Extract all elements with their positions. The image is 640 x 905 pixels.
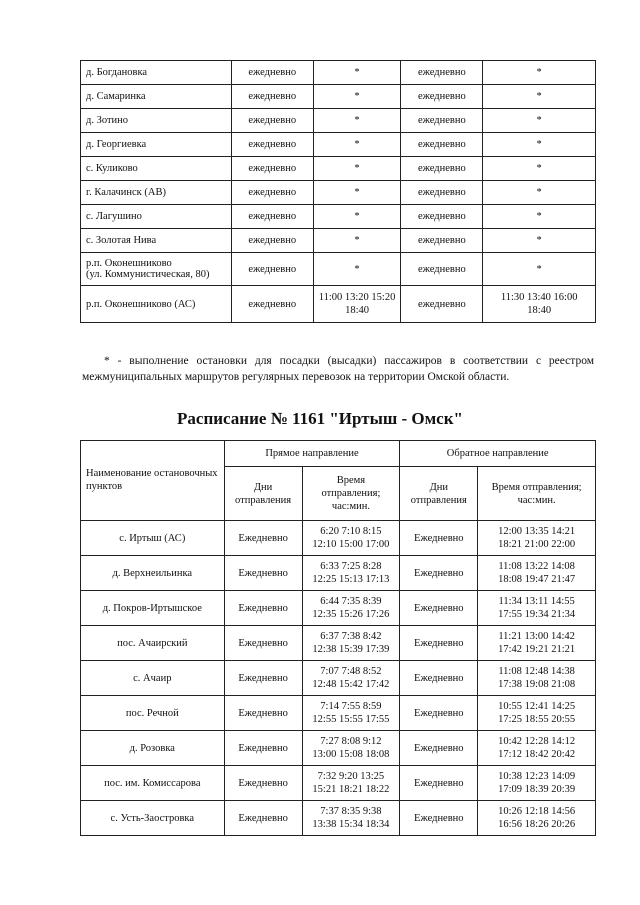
departure-days: ежедневно [231, 253, 313, 286]
schedule-title: Расписание № 1161 "Иртыш - Омск" [177, 409, 463, 428]
departure-days: ежедневно [231, 61, 313, 85]
departure-days: Ежедневно [224, 801, 302, 836]
time-header: Время отправления; час:мин. [478, 467, 596, 521]
departure-time: 11:30 13:40 16:00 18:40 [483, 286, 596, 323]
stop-name: р.п. Оконешниково (АС) [81, 286, 232, 323]
departure-time: * [313, 85, 401, 109]
table-row [81, 157, 596, 181]
stop-name: с. Лагушино [81, 205, 232, 229]
stops-header: Наименование остановочных пунктов [81, 441, 225, 521]
days-header: Дни отправления [400, 467, 478, 521]
departure-days: Ежедневно [400, 556, 478, 591]
departure-days: ежедневно [401, 181, 483, 205]
stop-name: с. Куликово [81, 157, 232, 181]
table-row [81, 181, 596, 205]
departure-days: Ежедневно [400, 521, 478, 556]
departure-days: ежедневно [231, 85, 313, 109]
departure-time: 7:32 9:20 13:25 15:21 18:21 18:22 [302, 766, 400, 801]
departure-time: * [313, 61, 401, 85]
departure-days: ежедневно [401, 253, 483, 286]
table-row [81, 696, 596, 731]
departure-time: 6:44 7:35 8:39 12:35 15:26 17:26 [302, 591, 400, 626]
departure-time: 6:20 7:10 8:15 12:10 15:00 17:00 [302, 521, 400, 556]
stop-name: пос. Ачаирский [81, 626, 225, 661]
departure-time: 10:42 12:28 14:12 17:12 18:42 20:42 [478, 731, 596, 766]
departure-days: ежедневно [401, 157, 483, 181]
departure-days: Ежедневно [224, 766, 302, 801]
departure-days: Ежедневно [224, 661, 302, 696]
departure-days: Ежедневно [224, 731, 302, 766]
departure-time: 11:34 13:11 14:55 17:55 19:34 21:34 [478, 591, 596, 626]
departure-time: * [313, 109, 401, 133]
departure-time: * [313, 205, 401, 229]
departure-time: * [313, 229, 401, 253]
table-row [81, 205, 596, 229]
table-row [81, 253, 596, 286]
departure-days: Ежедневно [400, 661, 478, 696]
departure-days: Ежедневно [224, 591, 302, 626]
departure-time: * [483, 181, 596, 205]
departure-days: ежедневно [231, 286, 313, 323]
departure-days: ежедневно [401, 133, 483, 157]
departure-time: 11:21 13:00 14:42 17:42 19:21 21:21 [478, 626, 596, 661]
departure-time: 12:00 13:35 14:21 18:21 21:00 22:00 [478, 521, 596, 556]
stop-name: д. Богдановка [81, 61, 232, 85]
departure-days: Ежедневно [400, 766, 478, 801]
departure-time: * [483, 229, 596, 253]
footnote: * - выполнение остановки для посадки (высадки) пассажиров в соответствии с реестром межмуниципальных маршрутов регулярных перевозок на территории Омской области. [82, 355, 594, 383]
stop-name: с. Ачаир [81, 661, 225, 696]
departure-days: Ежедневно [400, 731, 478, 766]
departure-time: 7:27 8:08 9:12 13:00 15:08 18:08 [302, 731, 400, 766]
stop-name: г. Калачинск (АВ) [81, 181, 232, 205]
departure-days: ежедневно [231, 157, 313, 181]
departure-days: Ежедневно [224, 521, 302, 556]
stop-name: д. Георгиевка [81, 133, 232, 157]
time-header: Время отправления; час:мин. [302, 467, 400, 521]
departure-time: * [483, 61, 596, 85]
table-row [81, 731, 596, 766]
departure-days: ежедневно [231, 181, 313, 205]
departure-time: * [483, 85, 596, 109]
departure-days: Ежедневно [400, 626, 478, 661]
days-header: Дни отправления [224, 467, 302, 521]
departure-days: Ежедневно [224, 626, 302, 661]
stop-name: с. Золотая Нива [81, 229, 232, 253]
departure-time: 7:07 7:48 8:52 12:48 15:42 17:42 [302, 661, 400, 696]
table-row [81, 109, 596, 133]
forward-direction-header: Прямое направление [224, 441, 400, 467]
departure-days: ежедневно [401, 61, 483, 85]
departure-days: ежедневно [401, 85, 483, 109]
departure-time: * [483, 253, 596, 286]
departure-days: ежедневно [231, 229, 313, 253]
departure-days: Ежедневно [224, 696, 302, 731]
departure-days: ежедневно [401, 205, 483, 229]
departure-days: ежедневно [401, 286, 483, 323]
departure-days: ежедневно [231, 109, 313, 133]
departure-time: * [483, 205, 596, 229]
departure-time: 7:14 7:55 8:59 12:55 15:55 17:55 [302, 696, 400, 731]
departure-time: 6:37 7:38 8:42 12:38 15:39 17:39 [302, 626, 400, 661]
table-row [81, 591, 596, 626]
stop-name: с. Иртыш (АС) [81, 521, 225, 556]
departure-days: ежедневно [401, 109, 483, 133]
table-row [81, 229, 596, 253]
table-row [81, 521, 596, 556]
stop-name: д. Верхнеильинка [81, 556, 225, 591]
departure-days: Ежедневно [400, 801, 478, 836]
departure-time: * [483, 133, 596, 157]
departure-days: Ежедневно [224, 556, 302, 591]
table-row [81, 85, 596, 109]
table-row [81, 766, 596, 801]
departure-time: * [483, 157, 596, 181]
table-row [81, 556, 596, 591]
table-row [81, 133, 596, 157]
departure-time: * [313, 181, 401, 205]
stop-name: д. Покров-Иртышское [81, 591, 225, 626]
departure-days: Ежедневно [400, 591, 478, 626]
departure-days: Ежедневно [400, 696, 478, 731]
stop-name: с. Усть-Заостровка [81, 801, 225, 836]
departure-time: 10:26 12:18 14:56 16:56 18:26 20:26 [478, 801, 596, 836]
stop-name: д. Самаринка [81, 85, 232, 109]
departure-time: 11:08 13:22 14:08 18:08 19:47 21:47 [478, 556, 596, 591]
departure-time: 7:37 8:35 9:38 13:38 15:34 18:34 [302, 801, 400, 836]
route-stops-table [80, 60, 596, 323]
departure-time: * [313, 133, 401, 157]
departure-time: 10:38 12:23 14:09 17:09 18:39 20:39 [478, 766, 596, 801]
departure-time: * [483, 109, 596, 133]
departure-days: ежедневно [401, 229, 483, 253]
departure-time: 11:08 12:48 14:38 17:38 19:08 21:08 [478, 661, 596, 696]
departure-time: 10:55 12:41 14:25 17:25 18:55 20:55 [478, 696, 596, 731]
stop-name: пос. им. Комиссарова [81, 766, 225, 801]
stop-name: р.п. Оконешниково (ул. Коммунистическая, 80) [81, 253, 232, 286]
table-row [81, 626, 596, 661]
stop-name: д. Розовка [81, 731, 225, 766]
schedule-table [80, 440, 596, 836]
backward-direction-header: Обратное направление [400, 441, 596, 467]
table-row [81, 661, 596, 696]
departure-days: ежедневно [231, 205, 313, 229]
departure-time: * [313, 157, 401, 181]
departure-days: ежедневно [231, 133, 313, 157]
departure-time: * [313, 253, 401, 286]
table-row [81, 801, 596, 836]
stop-name: д. Зотино [81, 109, 232, 133]
table-row [81, 286, 596, 323]
departure-time: 6:33 7:25 8:28 12:25 15:13 17:13 [302, 556, 400, 591]
departure-time: 11:00 13:20 15:20 18:40 [313, 286, 401, 323]
table-row [81, 61, 596, 85]
stop-name: пос. Речной [81, 696, 225, 731]
